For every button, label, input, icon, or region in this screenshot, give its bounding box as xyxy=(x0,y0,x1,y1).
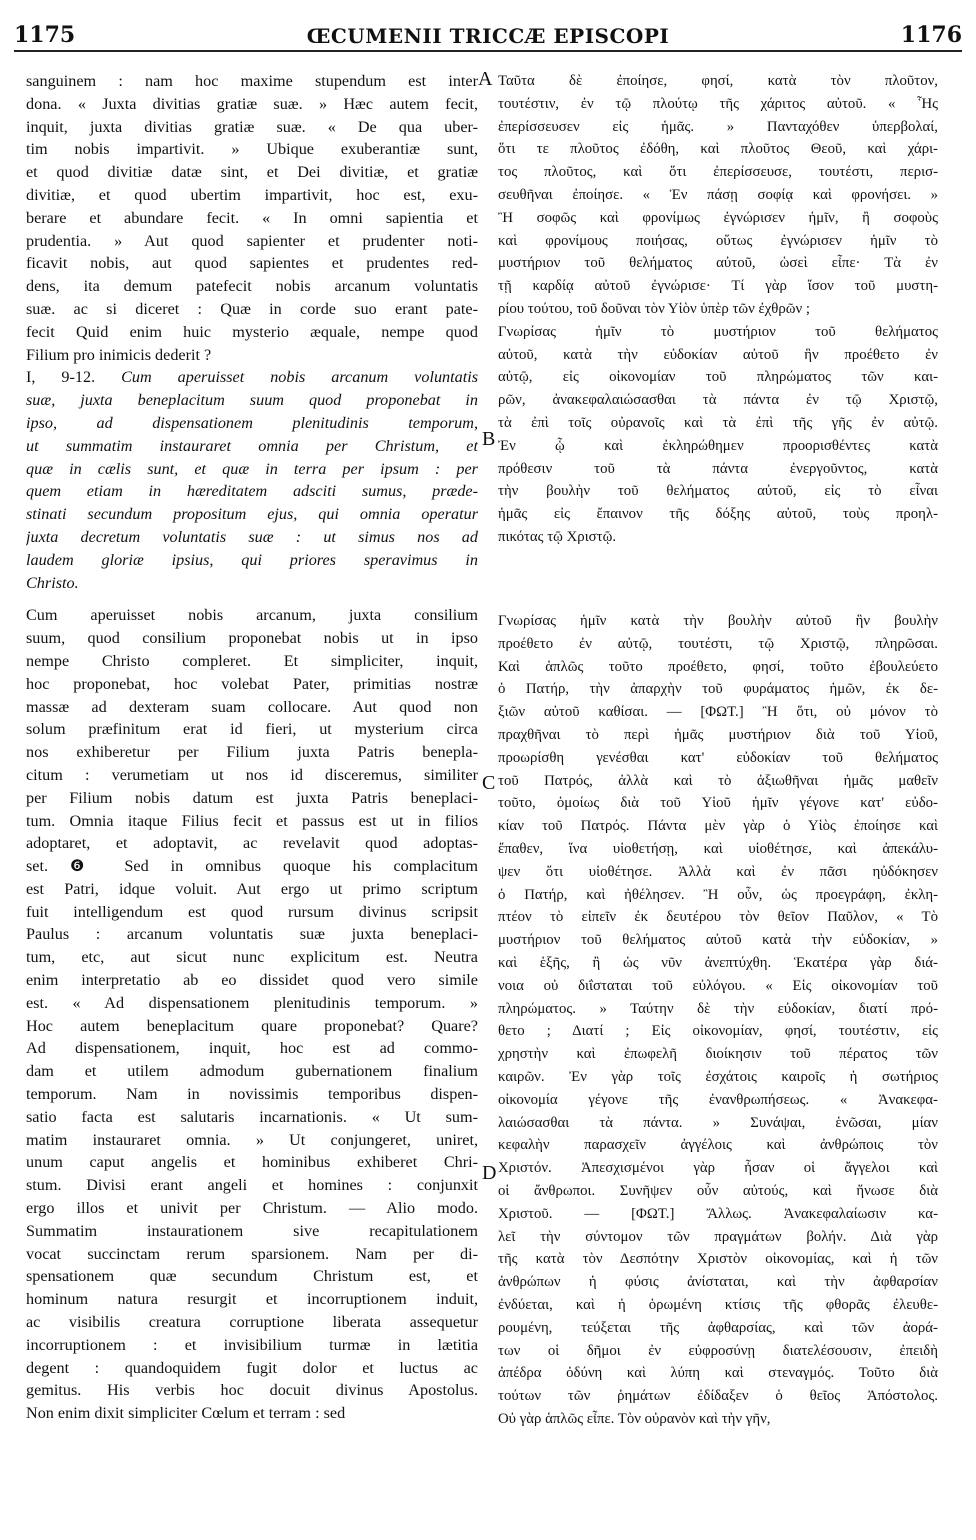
section-marker-b: B xyxy=(482,428,496,450)
latin-line: et quod divitiæ datæ sint, et Dei divitiæ, et gratiæ xyxy=(26,163,478,182)
page-number-left: 1175 xyxy=(14,22,76,48)
greek-line: ἔπαθεν, ἵνα υἱοθετήσῃ, καὶ υἱοθέτησε, καὶ ἀπεκάλυ- xyxy=(498,840,938,857)
greek-line: Χριστόν. Ἀπεσχισμένοι γὰρ ἦσαν οἱ ἄγγελοι καὶ xyxy=(498,1160,938,1177)
latin-line: matim instauraret omnia. » Ut conjungeret, uniret, xyxy=(26,1130,478,1149)
latin-verse-line: quem etiam in hæreditatem adsciti sumus, præde- xyxy=(26,482,478,501)
greek-line: οἰκονομία γέγονε τῆς ἐνανθρωπήσεως. « Ἀνακεφα- xyxy=(498,1091,938,1108)
latin-line: ficavit nobis, aut quod sapientes et prudentes red- xyxy=(26,254,478,273)
latin-line: est. « Ad dispensationem plenitudinis temporum. » xyxy=(26,993,478,1012)
running-title: ŒCUMENII TRICCÆ EPISCOPI xyxy=(306,24,670,48)
latin-line: enim interpretatio ab eo dissidet quod vero simile xyxy=(26,971,478,990)
latin-verse-line: laudem gloriæ ipsius, qui priores speravimus in xyxy=(26,550,478,569)
greek-verse-line: πρόθεσιν τοῦ τὰ πάντα ἐνεργοῦντος, κατὰ xyxy=(498,460,938,477)
greek-line: τοῦτο, ὁμοίως διὰ τοῦ Υἱοῦ ἡμῖν γέγονε κατ' εὐδο- xyxy=(498,795,938,812)
latin-line: unum caput angelis et hominibus exhiberet Chri- xyxy=(26,1153,478,1172)
latin-line: Hoc autem beneplacitum quare proponebat? Quare? xyxy=(26,1016,478,1035)
greek-line: Γνωρίσας ἡμῖν κατὰ τὴν βουλὴν αὐτοῦ ἣν βουλὴν xyxy=(498,613,938,629)
greek-verse-line: Γνωρίσας ἡμῖν τὸ μυστήριον τοῦ θελήματος xyxy=(498,323,938,340)
latin-line: fuit intelligendum est quod rursum divinus scripsit xyxy=(26,902,478,921)
greek-line: τῇ καρδίᾳ αὐτοῦ ἐγνώρισε· Τί γὰρ ἴσον τοῦ μυστη- xyxy=(498,278,938,295)
section-marker-d: D xyxy=(482,1162,497,1184)
greek-line: ἐπερίσσευσεν εἰς ἡμᾶς. » Πανταχόθεν ὑπερβολαί, xyxy=(498,118,938,135)
greek-line: τῆς κατὰ τὸν Δεσπότην Χριστὸν οἰκονομίας, καὶ ἡ τῶν xyxy=(498,1251,938,1268)
page-number-right: 1176 xyxy=(900,22,962,48)
latin-line: incorruptionem : et invisibilium turmæ in lætitia xyxy=(26,1335,478,1354)
greek-line: Καὶ ἁπλῶς τοῦτο προέθετο, φησί, τοῦτο ἐβουλεύετο xyxy=(498,658,938,675)
latin-line: nos exhiberetur per Filium juxta Patris benepla- xyxy=(26,743,478,762)
latin-line: berare et abundare fecit. « In omni sapientia et xyxy=(26,208,478,227)
latin-verse-line: juxta decretum voluntatis suæ : ut simus nos ad xyxy=(26,527,478,546)
latin-line: per Filium nobis datum est juxta Patris beneplaci- xyxy=(26,788,478,807)
greek-line: των οἱ δῆμοι ἐν εὐφροσύνῃ διατελέσουσιν, ἐπειδὴ xyxy=(498,1342,938,1359)
latin-line: nempe Christo compleret. Et simpliciter, inquit, xyxy=(26,651,478,670)
greek-verse-line: τὰ ἐπὶ τοῖς οὐρανοῖς καὶ τὰ ἐπὶ τῆς γῆς ἐν αὐτῷ. xyxy=(498,414,938,431)
latin-line: gemitus. His verbis hoc docuit divinus Apostolus. xyxy=(26,1381,478,1400)
page-header xyxy=(14,22,962,50)
greek-verse-line: τὴν βουλὴν τοῦ θελήματος αὐτοῦ, εἰς τὸ εἶναι xyxy=(498,483,938,500)
verse-reference: I, 9-12. xyxy=(26,368,96,387)
greek-line: προωρίσθη γενέσθαι κατ' εὐδοκίαν τοῦ θελήματος xyxy=(498,749,938,766)
latin-line: suum, quod consilium proponebat nobis ut in ipso xyxy=(26,629,478,648)
greek-verse-line: αὐτῷ, εἰς οἰκονομίαν τοῦ πληρώματος τῶν και- xyxy=(498,369,938,386)
latin-line: tum. Omnia itaque Filius fecit et passus est ut in filios xyxy=(26,811,478,830)
latin-line: Cum aperuisset nobis arcanum, juxta consilium xyxy=(26,606,478,625)
greek-line: Οὐ γὰρ ἁπλῶς εἶπε. Τὸν οὐρανὸν καὶ τὴν γῆν, xyxy=(498,1410,771,1427)
latin-line: hominum natura resurgit et incorruptionem induit, xyxy=(26,1290,478,1309)
latin-line: Paulus : arcanum voluntatis suæ juxta beneplaci- xyxy=(26,925,478,944)
greek-line: προέθετο ἐν αὐτῷ, τουτέστι, τῷ Χριστῷ, πληρῶσαι. xyxy=(498,635,938,652)
greek-line: κεφαλὴν παρασχεῖν ἀγγέλοις καὶ ἀνθρώποις τὸν xyxy=(498,1137,938,1154)
latin-line: tum, etc, aut sicut nunc explicitum est. Neutra xyxy=(26,948,478,967)
greek-verse-line: πικότας τῷ Χριστῷ. xyxy=(498,528,617,545)
greek-column-top xyxy=(498,70,938,549)
greek-line: Ἢ σοφῶς καὶ φρονίμως ἐγνώρισεν ἡμῖν, ἢ σοφοὺς xyxy=(498,209,938,226)
latin-verse-first-line xyxy=(26,366,478,389)
latin-line: ergo illos et univit per Christum. — Alio modo. xyxy=(26,1199,478,1218)
latin-line: sanguinem : nam hoc maxime stupendum est inter xyxy=(26,72,478,90)
latin-line: stum. Divisi erant angeli et homines : conjunxit xyxy=(26,1176,478,1195)
greek-line: κίαν τοῦ Πατρός. Πάντα μὲν γὰρ ὁ Υἱὸς ἐποίησε καὶ xyxy=(498,818,938,835)
latin-verse-line: Cum aperuisset nobis arcanum voluntatis xyxy=(121,368,478,387)
greek-line: λαιώσασθαι τὰ πάντα. » Συνάψαι, ἑνῶσαι, μίαν xyxy=(498,1114,938,1131)
greek-line: τουτέστιν, ἐν τῷ πλούτῳ τῆς χάριτος αὐτοῦ. « Ἧς xyxy=(498,95,938,112)
latin-line: satio facta est salutaris incarnationis. « Ut sum- xyxy=(26,1107,478,1126)
greek-column-bottom xyxy=(498,610,938,1431)
greek-line: ρίου τούτου, τοῦ δοῦναι τὸν Υἱὸν ὑπὲρ τῶν ἐχθρῶν ; xyxy=(498,300,811,317)
greek-line: πτέον τὸ εἰπεῖν ἐκ δευτέρου τὸν θεῖον Παῦλον, « Τὸ xyxy=(498,909,938,926)
greek-line: καὶ ἑξῆς, ἢ ὡς νῦν ἀνεπτύχθη. Ἑκατέρα γὰρ διά- xyxy=(498,954,938,971)
greek-verse-line: ἡμᾶς εἰς ἔπαινον τῆς δόξης αὐτοῦ, τοὺς προηλ- xyxy=(498,506,938,523)
greek-line: Χριστοῦ. — [ΦΩΤ.] Ἄλλως. Ἀνακεφαλαίωσιν κα- xyxy=(498,1205,938,1222)
latin-line: suæ. ac si diceret : Quæ in corde suo erant pate- xyxy=(26,299,478,318)
greek-line: ψεν ὅτι υἱοθέτησε. Ἀλλὰ καὶ ἐν πᾶσι ηὐδόκησεν xyxy=(498,863,938,880)
latin-line: prudentia. » Aut quod sapienter et prudenter noti- xyxy=(26,231,478,250)
latin-verse-line: Christo. xyxy=(26,573,79,592)
latin-line: massæ ad dexteram suam collocare. Aut quod non xyxy=(26,697,478,716)
latin-line: dona. « Juxta divitias gratiæ suæ. » Hæc autem fecit, xyxy=(26,94,478,113)
section-marker-a: A xyxy=(478,68,493,90)
header-rule xyxy=(14,50,962,52)
greek-verse-line: αὐτοῦ, κατὰ τὴν εὐδοκίαν αὐτοῦ ἣν προέθετο ἐν xyxy=(498,346,938,363)
latin-line: inquit, juxta divitias gratiæ suæ. « De qua uber- xyxy=(26,117,478,136)
greek-line: Ταῦτα δὲ ἐποίησε, φησί, κατὰ τὸν πλοῦτον, xyxy=(498,73,938,89)
greek-line: τούτων τῶν ῥημάτων ἐδίδαξεν ὁ θεῖος Ἀπόστολος. xyxy=(498,1388,938,1405)
greek-line: ὁ Πατήρ, καὶ ἠθέλησεν. Ἢ οὖν, ὡς προεγράφη, ἐκλη- xyxy=(498,886,938,903)
greek-verse-line: ρῶν, ἀνακεφαλαιώσασθαι τὰ πάντα ἐν τῷ Χριστῷ, xyxy=(498,392,938,409)
greek-line: ἀπέδρα ὀδύνη καὶ λύπη καὶ στεναγμός. Τοῦτο διὰ xyxy=(498,1365,938,1382)
latin-verse-line: ipso, ad dispensationem plenitudinis temporum, xyxy=(26,413,478,432)
latin-line: temporum. Nam in novissimis temporibus dispen- xyxy=(26,1085,478,1104)
latin-line: degent : quandoquidem fugit dolor et luctus ac xyxy=(26,1358,478,1377)
greek-line: χρηστὴν καὶ ἐπωφελῆ διοίκησιν τοῦ πέρατος τῶν xyxy=(498,1046,938,1063)
latin-line: Summatim instaurationem sive recapitulationem xyxy=(26,1221,478,1240)
latin-line: Filium pro inimicis dederit ? xyxy=(26,345,212,364)
latin-line: est Patri, idque voluit. Aut ergo ut primo scriptum xyxy=(26,879,478,898)
greek-verse-line: Ἐν ᾧ καὶ ἐκληρώθημεν προορισθέντες κατὰ xyxy=(498,437,938,454)
latin-line: dam et utilem admodum gubernationem finalium xyxy=(26,1062,478,1081)
greek-line: τος πλοῦτος, καὶ ὅτι ἐπερίσσευσε, τουτέστι, περισ- xyxy=(498,164,938,181)
latin-line: ac visibilis creatura corruptione liberata assequetur xyxy=(26,1313,478,1332)
greek-line: ἐνδύεται, καὶ ἡ ὁρωμένη κτίσις τῆς φθορᾶς ἐλευθε- xyxy=(498,1296,938,1313)
greek-line: πληρώματος. » Ταύτην δὲ τὴν εὐδοκίαν, διατί πρό- xyxy=(498,1000,938,1017)
greek-line: τοῦ Πατρός, ἀλλὰ καὶ τὸ ἀξιωθῆναι ἡμᾶς μαθεῖν xyxy=(498,772,938,789)
greek-line: νοια οὐ διΐσταται τοῦ εὐλόγου. « Εἰς οἰκονομίαν τοῦ xyxy=(498,977,938,994)
greek-line: ξιῶν αὐτοῦ καθίσαι. — [ΦΩΤ.] Ἢ ὅτι, οὐ μόνον τὸ xyxy=(498,704,938,721)
greek-line: μυστήριον τοῦ θελήματος αὐτοῦ, ὡσεὶ εἶπε· Τὰ ἐν xyxy=(498,255,938,272)
greek-line: μυστήριον τοῦ θελήματος αὐτοῦ κατὰ τὴν εὐδοκίαν, » xyxy=(498,932,938,949)
greek-line: θετο ; Διατί ; Εἰς οἰκονομίαν, φησί, τουτέστιν, εἰς xyxy=(498,1023,938,1040)
greek-line: ὁ Πατήρ, τὴν ἀπαρχὴν τοῦ φυράματος ἡμῶν, ἐκ δε- xyxy=(498,681,938,698)
greek-line: καιρῶν. Ἐν γὰρ τοῖς ἐσχάτοις καιροῖς ἡ σωτήριος xyxy=(498,1068,938,1085)
greek-line: καὶ φρονίμους ποιήσας, οὕτως ἐγνώρισεν ἡμῖν τὸ xyxy=(498,232,938,249)
latin-line: divitiæ, et quod ubertim impartivit, hoc est, exu- xyxy=(26,185,478,204)
latin-line: spensationem quæ secundum Christum est, et xyxy=(26,1267,478,1286)
latin-line: adoptaret, et adoptavit, ac revelavit quod adoptas- xyxy=(26,834,478,853)
latin-line: hoc proponebat, hoc volebat Pater, primitias nostræ xyxy=(26,674,478,693)
greek-line: οἱ ἄνθρωποι. Συνῆψεν οὖν αὐτούς, καὶ ἥνωσε διὰ xyxy=(498,1182,938,1199)
latin-line: fecit Quid enim huic mysterio æquale, nempe quod xyxy=(26,322,478,341)
paragraph-gap xyxy=(26,594,478,604)
latin-line: vocat succinctam rerum sparsionem. Nam per di- xyxy=(26,1244,478,1263)
latin-line: tim nobis impartivit. » Ubique exuberantiæ sunt, xyxy=(26,140,478,159)
latin-verse-line: ut summatim instauraret omnia per Christum, et xyxy=(26,436,478,455)
latin-verse-line: quæ in cælis sunt, et quæ in terra per ipsum : per xyxy=(26,459,478,478)
greek-line: σευθῆναι ἐποίησε. « Ἐν πάσῃ σοφίᾳ καὶ φρονήσει. » xyxy=(498,186,938,203)
greek-line: λεῖ τὴν σύντομον τῶν πραγμάτων βολήν. Διὰ γὰρ xyxy=(498,1228,938,1245)
latin-line: solum præfinitum erat id fieri, ut mysterium circa xyxy=(26,720,478,739)
latin-column xyxy=(26,70,478,1425)
greek-line: ὅτι τε πλοῦτος ἐδόθη, καὶ πλοῦτος Θεοῦ, καὶ χάρι- xyxy=(498,141,938,158)
latin-verse-line: suæ, juxta beneplacitum suum quod proponebat in xyxy=(26,391,478,410)
section-marker-c: C xyxy=(482,772,496,794)
greek-line: πραχθῆναι τὸ περὶ ἡμᾶς μυστήριον διὰ τοῦ Υἱοῦ, xyxy=(498,726,938,743)
latin-line: Ad dispensationem, inquit, hoc est ad commo- xyxy=(26,1039,478,1058)
latin-line: Non enim dixit simpliciter Cœlum et terram : sed xyxy=(26,1404,346,1423)
latin-verse-line: stinati secundum propositum ejus, qui omnia operatur xyxy=(26,505,478,524)
latin-line: citum : verumetiam ut nos id disceremus, similiter xyxy=(26,765,478,784)
greek-line: ἀνθρώπων ἡ φύσις ἀνίσταται, καὶ τὴν ἀφθαρσίαν xyxy=(498,1274,938,1291)
latin-line: dens, ita demum patefecit nobis arcanum voluntatis xyxy=(26,277,478,296)
greek-line: ρουμένη, τεύξεται τῆς ἀφθαρσίας, καὶ τῶν ἀορά- xyxy=(498,1319,938,1336)
latin-line: set. ❻ Sed in omnibus quoque his complacitum xyxy=(26,857,478,876)
